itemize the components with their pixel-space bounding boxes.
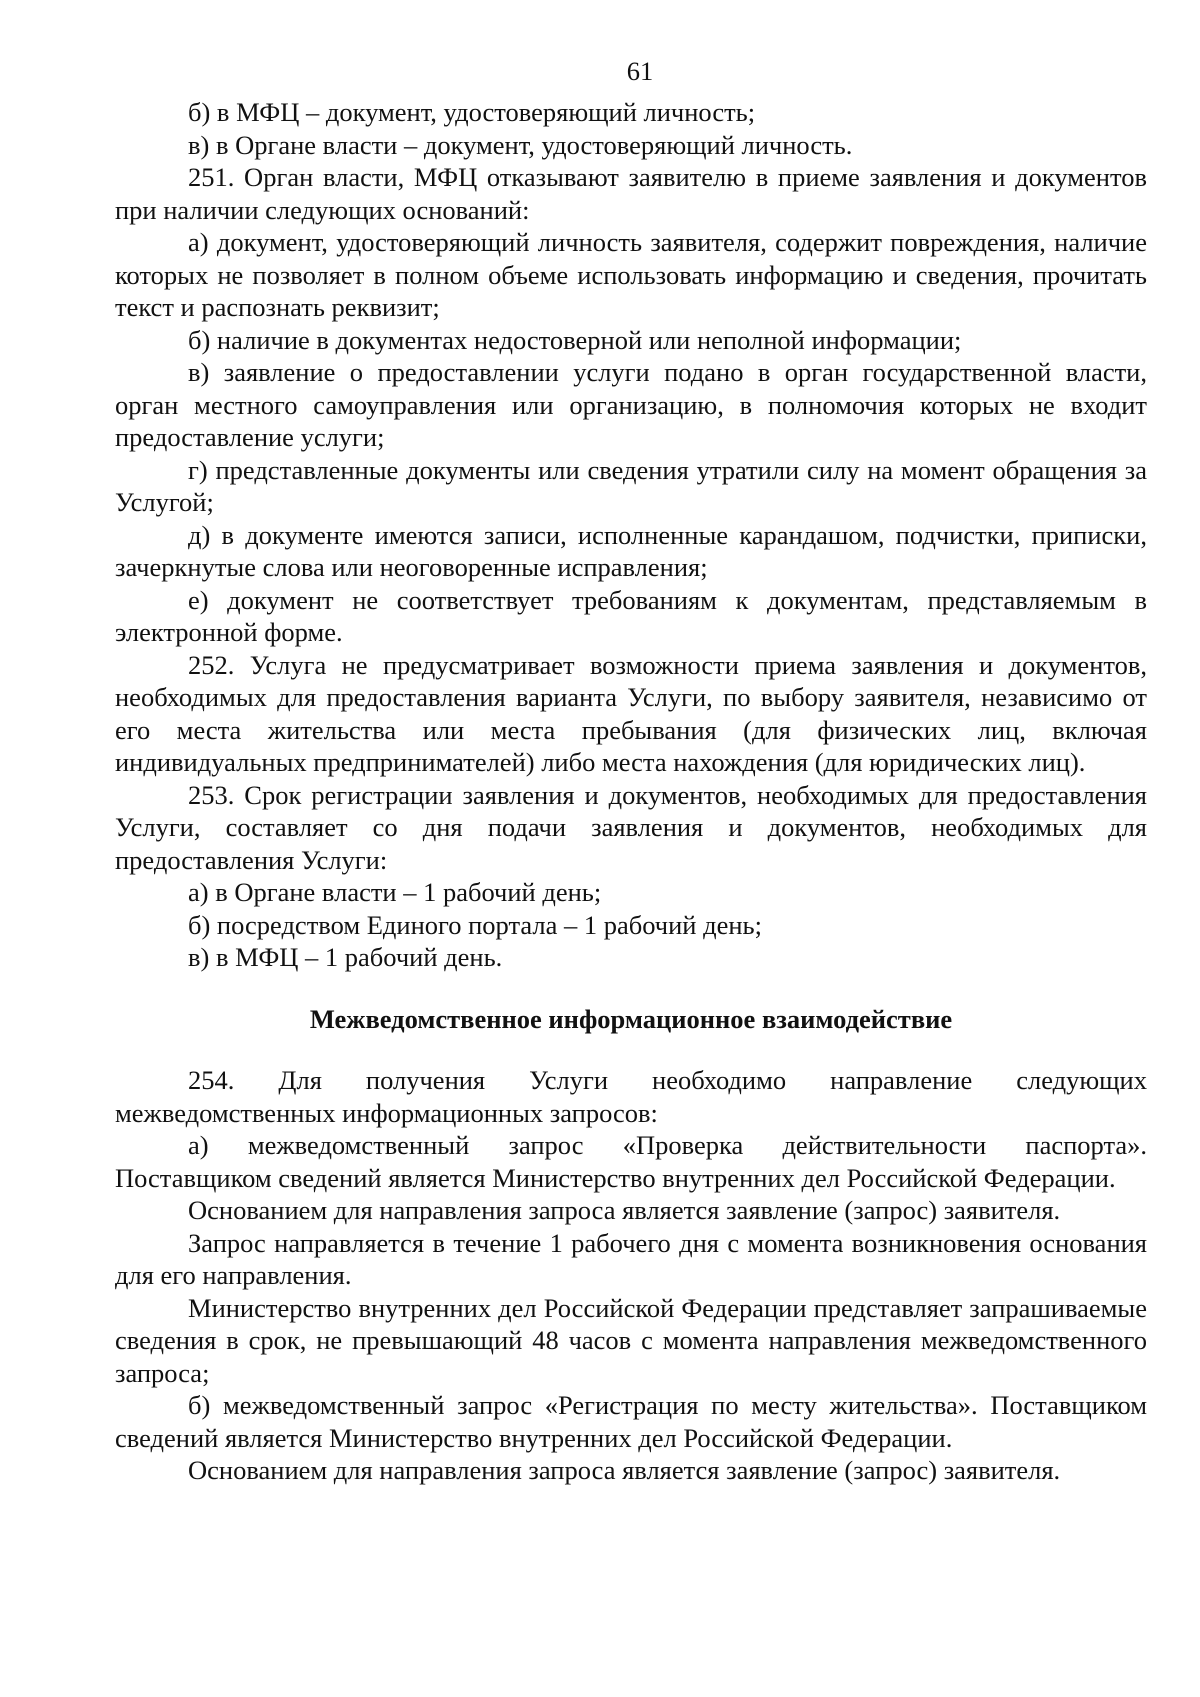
paragraph-253-v: в) в МФЦ – 1 рабочий день.: [188, 942, 503, 972]
paragraph-253-a: а) в Органе власти – 1 рабочий день;: [188, 877, 602, 907]
paragraph-251: 251. Орган власти, МФЦ отказывают заявителю в приеме заявления и документов при наличии следующих оснований:: [115, 162, 1147, 225]
paragraph-254: 254. Для получения Услуги необходимо направление следующих межведомственных информационных запросов:: [115, 1065, 1147, 1128]
paragraph-basis-1: Основанием для направления запроса является заявление (запрос) заявителя.: [188, 1195, 1061, 1225]
paragraph-mvd-response: Министерство внутренних дел Российской Федерации представляет запрашиваемые сведения в срок, не превышающий 48 часов с момента направления межведомственного запроса;: [115, 1292, 1147, 1388]
paragraph-251-a: а) документ, удостоверяющий личность заявителя, содержит повреждения, наличие которых не позволяет в полном объеме использовать информацию и сведения, прочитать текст и распознать реквизит;: [115, 227, 1147, 322]
paragraph-b-mfc-id: б) в МФЦ – документ, удостоверяющий личность;: [188, 97, 756, 127]
paragraph-251-v: в) заявление о предоставлении услуги подано в орган государственной власти, орган местного самоуправления или организацию, в полномочия которых не входит предоставление услуги;: [115, 357, 1147, 452]
paragraph-251-d: д) в документе имеются записи, исполненные карандашом, подчистки, приписки, зачеркнутые слова или неоговоренные исправления;: [115, 519, 1147, 582]
document-body: [115, 96, 1147, 1487]
paragraph-252: 252. Услуга не предусматривает возможности приема заявления и документов, необходимых для предоставления варианта Услуги, по выбору заявителя, независимо от его места жительства или места пребывания (для физических лиц, включая индивидуальных предпринимателей) либо места нахождения (для юридических лиц).: [115, 649, 1147, 777]
paragraph-basis-2: Основанием для направления запроса является заявление (запрос) заявителя.: [188, 1455, 1061, 1485]
paragraph-254-a: а) межведомственный запрос «Проверка действительности паспорта». Поставщиком сведений является Министерство внутренних дел Российской Федерации.: [115, 1130, 1147, 1193]
paragraph-253-b: б) посредством Единого портала – 1 рабочий день;: [188, 909, 762, 940]
paragraph-251-e: е) документ не соответствует требованиям к документам, представляемым в электронной форме.: [115, 584, 1147, 647]
paragraph-254-b: б) межведомственный запрос «Регистрация по месту жительства». Поставщиком сведений является Министерство внутренних дел Российской Федерации.: [115, 1390, 1147, 1453]
paragraph-253: 253. Срок регистрации заявления и документов, необходимых для предоставления Услуги, составляет со дня подачи заявления и документов, необходимых для предоставления Услуги:: [115, 779, 1147, 875]
paragraph-251-b: б) наличие в документах недостоверной или неполной информации;: [188, 324, 962, 355]
page-number: 61: [626, 56, 654, 86]
paragraph-request-timing: Запрос направляется в течение 1 рабочего дня с момента возникновения основания для его направления.: [115, 1227, 1147, 1290]
paragraph-v-authority-id: в) в Органе власти – документ, удостоверяющий личность.: [188, 129, 853, 160]
section-heading: Межведомственное информационное взаимодействие: [309, 1003, 953, 1034]
paragraph-251-g: г) представленные документы или сведения утратили силу на момент обращения за Услугой;: [115, 454, 1147, 517]
